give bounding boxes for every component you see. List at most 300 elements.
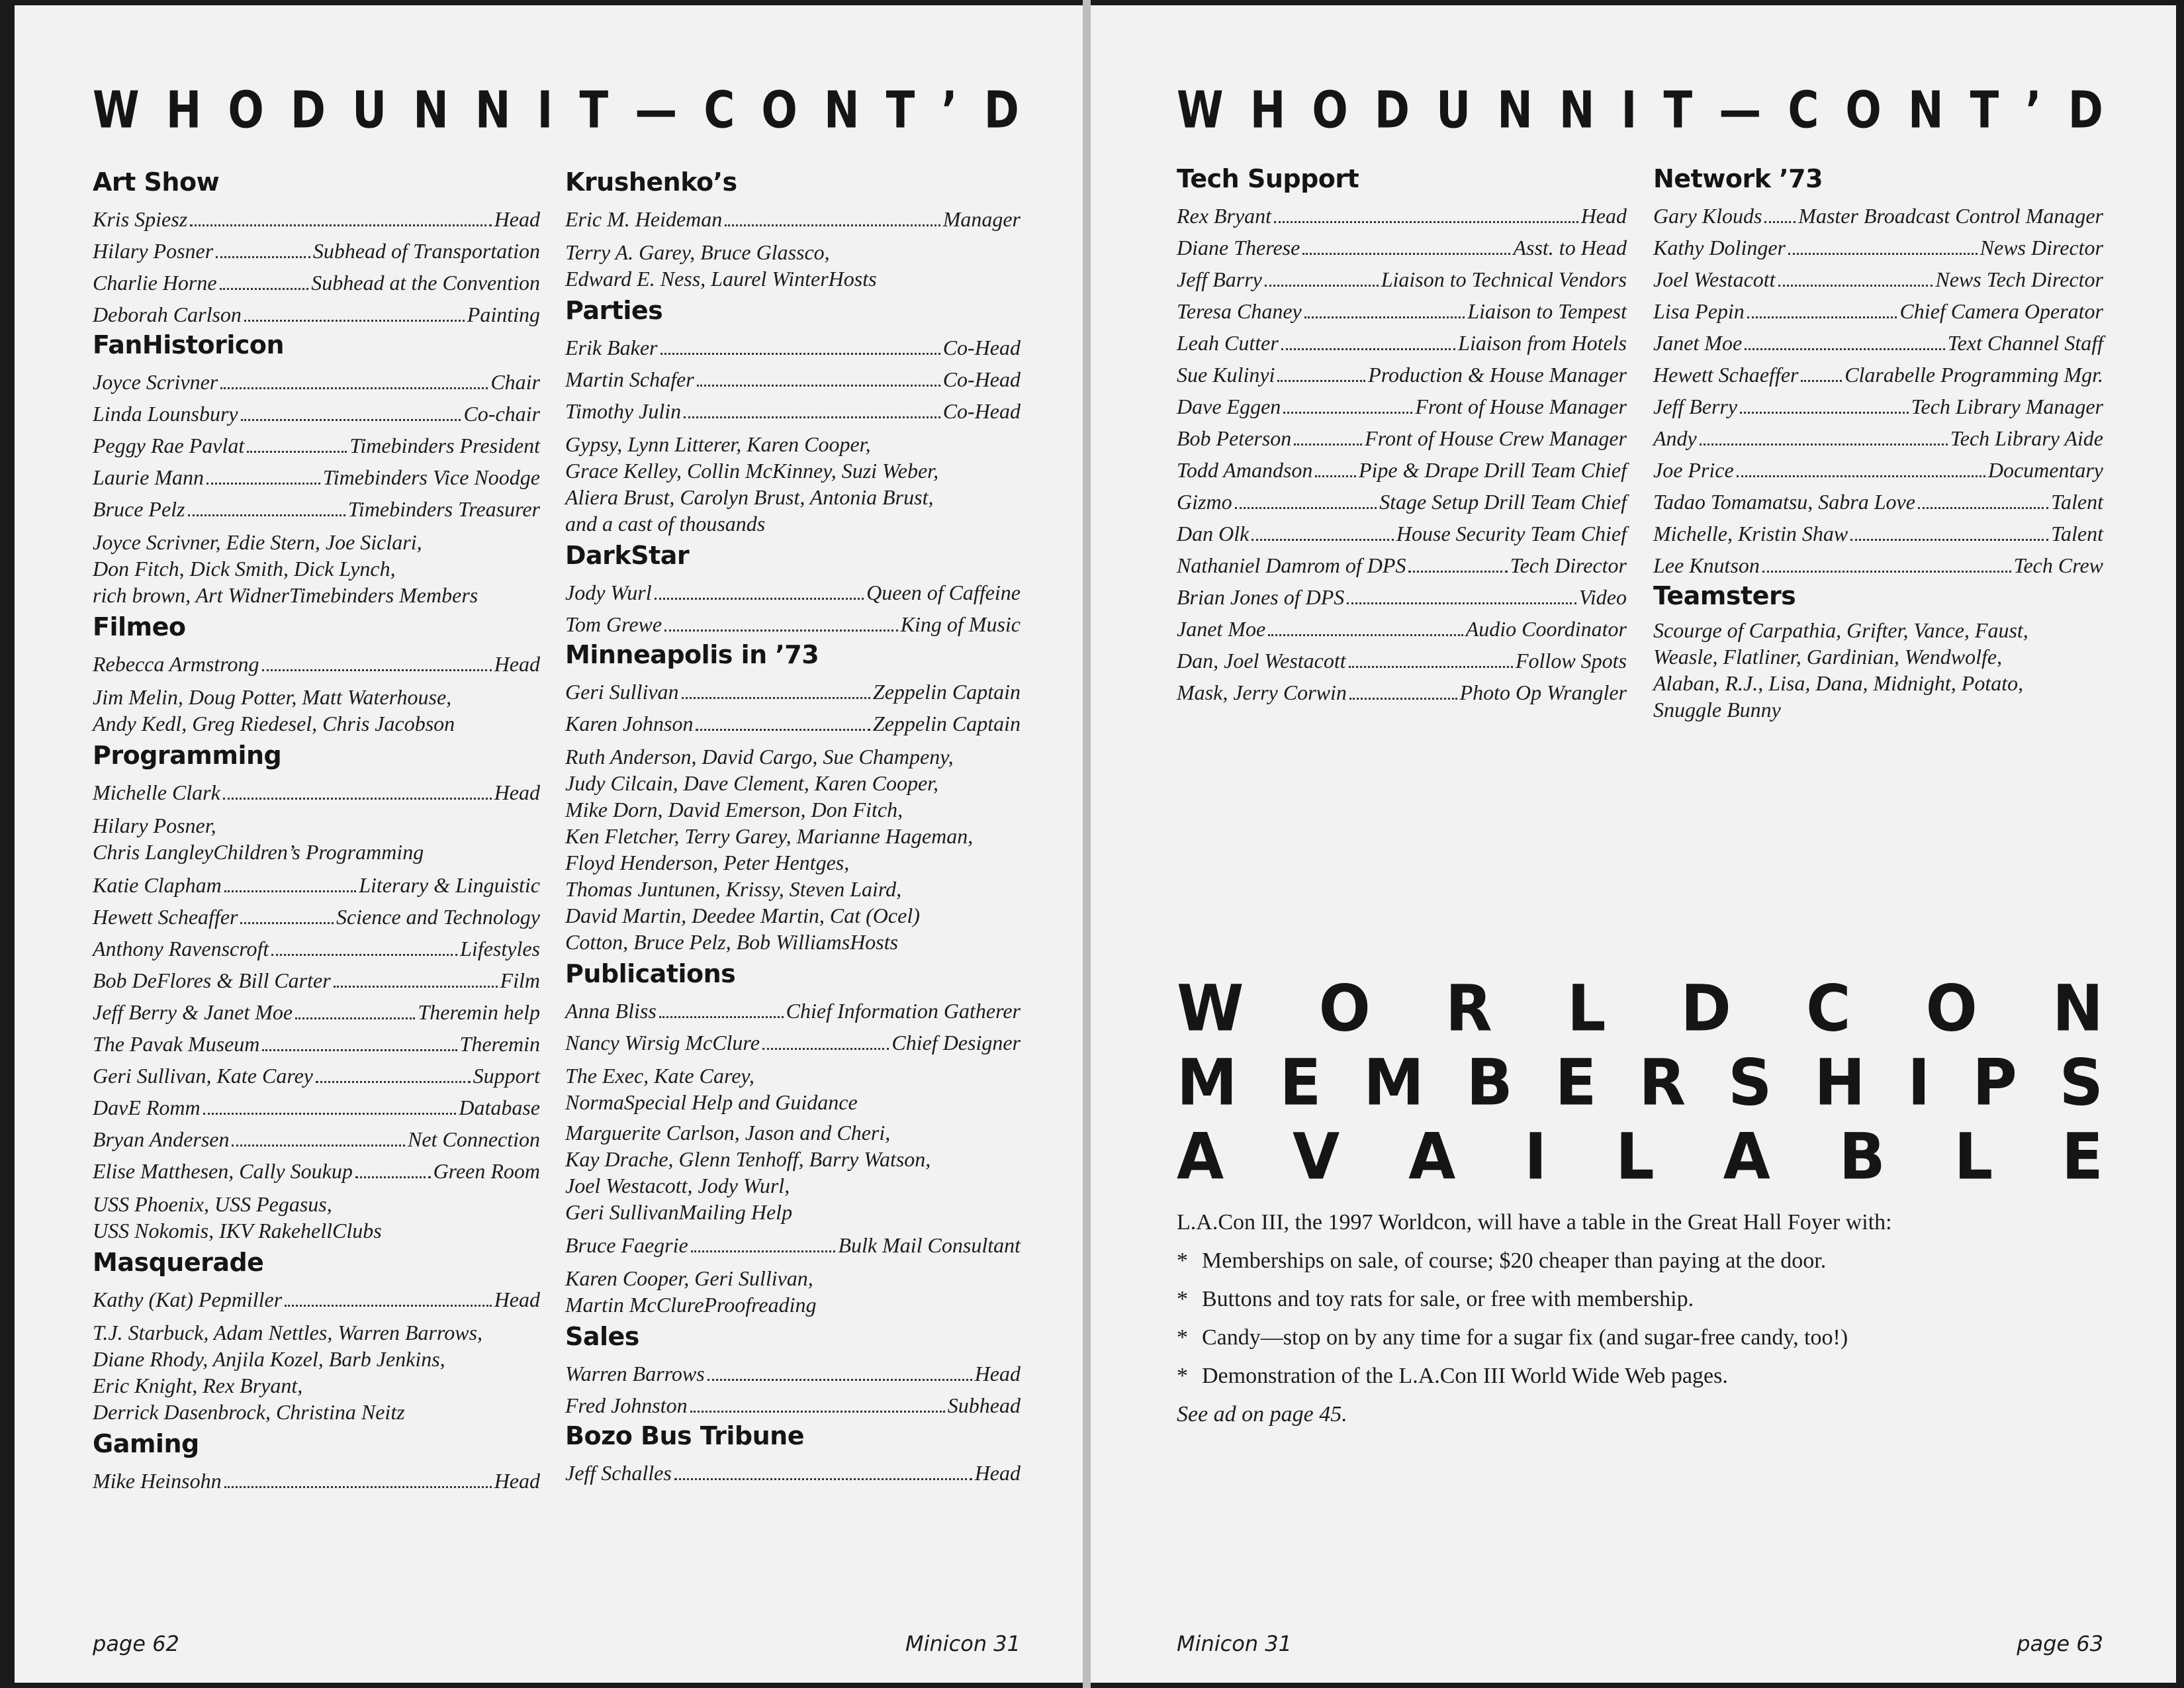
credit-row (565, 608, 1021, 640)
dot-leader (232, 1145, 405, 1147)
dot-leader (1788, 253, 1978, 255)
credit-name: Deborah Carlson (93, 303, 242, 326)
credit-row (1177, 454, 1627, 486)
section-heading: Art Show (93, 167, 220, 197)
credit-name: Gizmo (1177, 490, 1232, 514)
section-heading: Tech Support (1177, 164, 1359, 193)
credit-names-line: and a cast of thousands (565, 512, 766, 536)
dot-leader (707, 1379, 972, 1381)
dot-leader (696, 729, 870, 731)
credit-name: Andy (1653, 426, 1697, 450)
dot-leader (1700, 444, 1948, 445)
bullet-asterisk: * (1177, 1364, 1188, 1388)
dot-leader (684, 416, 940, 418)
credit-row (565, 1199, 1021, 1225)
title-letter: N (1497, 81, 1533, 140)
title-letter: I (537, 81, 553, 140)
credit-name: Lee Knutson (1653, 553, 1760, 577)
credit-role: Head (494, 652, 540, 676)
credit-row (93, 493, 540, 525)
credit-row (1653, 486, 2103, 518)
credit-role: Head (494, 780, 540, 804)
credit-name: Peggy Rae Pavlat (93, 434, 245, 457)
dot-leader (1745, 348, 1945, 350)
credit-names-line: Ken Fletcher, Terry Garey, Marianne Hageman, (565, 824, 974, 848)
credit-row (565, 1389, 1021, 1421)
credit-names-line: Diane Rhody, Anjila Kozel, Barb Jenkins, (93, 1347, 445, 1371)
credit-role: Bulk Mail Consultant (838, 1233, 1021, 1257)
title-letter: T (1663, 81, 1693, 140)
credit-name: Mike Heinsohn (93, 1469, 222, 1493)
dot-leader (271, 954, 457, 956)
title-letter: D (1374, 81, 1410, 140)
credit-role: Co-Head (942, 336, 1021, 359)
credit-role: Audio Coordinator (1465, 617, 1627, 641)
title-letter: D (983, 81, 1019, 140)
title-letter: C (1788, 81, 1819, 140)
dot-leader (1347, 602, 1576, 604)
credit-names-line: Mike Dorn, David Emerson, Don Fitch, (565, 798, 903, 821)
credit-role: Follow Spots (1515, 649, 1627, 673)
credit-role: Subhead (947, 1393, 1021, 1417)
credit-row (1177, 359, 1627, 391)
dot-leader (1251, 539, 1394, 541)
credit-name: Fred Johnston (565, 1393, 688, 1417)
credit-names-line: Judy Cilcain, Dave Clement, Karen Cooper, (565, 771, 939, 795)
credit-name: Joe Price (1653, 458, 1734, 482)
credit-name: Edward E. Ness, Laurel Winter (565, 267, 829, 291)
bullet-text: Demonstration of the L.A.Con III World Wide Web pages. (1202, 1364, 1728, 1388)
headline-letter: O (1925, 971, 1978, 1046)
credit-row (93, 776, 540, 808)
credit-names-line: Grace Kelley, Collin McKinney, Suzi Weber, (565, 459, 939, 483)
page-title (93, 81, 1019, 161)
title-letter: H (165, 81, 202, 140)
page-title (1177, 81, 2103, 161)
credit-row (93, 1217, 540, 1244)
credit-role: Zeppelin Captain (872, 680, 1021, 704)
credit-role: Theremin (459, 1032, 540, 1056)
dot-leader (190, 224, 492, 226)
dot-leader (725, 224, 940, 226)
dot-leader (1277, 380, 1365, 382)
credit-role: Asst. to Head (1513, 236, 1627, 259)
headline-letter: I (1524, 1119, 1547, 1194)
credit-row (93, 839, 540, 865)
credit-row (1653, 327, 2103, 359)
headline-line (1177, 1118, 2103, 1196)
credit-name: Nancy Wirsig McClure (565, 1031, 760, 1055)
credit-names-line: Aliera Brust, Carolyn Brust, Antonia Brust, (565, 485, 934, 509)
credit-name: Jeff Schalles (565, 1461, 672, 1485)
dot-leader (220, 288, 309, 290)
credits-section (565, 959, 1021, 1318)
credit-role: Liaison from Hotels (1458, 331, 1627, 355)
credit-row (93, 461, 540, 493)
credit-role: Painting (467, 303, 540, 326)
dot-leader (334, 986, 498, 988)
left-page (15, 5, 1083, 1683)
credit-name: Bruce Faegrie (565, 1233, 688, 1257)
headline-letter: C (1806, 971, 1851, 1046)
dot-leader (262, 1049, 457, 1051)
credit-role: Tech Library Aide (1950, 426, 2103, 450)
dot-leader (316, 1081, 471, 1083)
credit-name: Bob Peterson (1177, 426, 1292, 450)
credit-role: Timebinders Vice Noodge (322, 465, 540, 489)
dot-leader (240, 922, 333, 924)
credit-role: Documentary (1987, 458, 2103, 482)
credit-name: Chris Langley (93, 840, 214, 864)
dot-leader (1762, 571, 2011, 573)
credit-role: Tech Library Manager (1911, 395, 2103, 418)
credit-name: Rebecca Armstrong (93, 652, 259, 676)
credit-role: Talent (2051, 522, 2103, 545)
credit-name: Lisa Pepin (1653, 299, 1745, 323)
credit-names-line: Andy Kedl, Greg Riedesel, Chris Jacobson (93, 712, 455, 735)
credit-name: Dave Eggen (1177, 395, 1281, 418)
credit-role: Theremin help (418, 1000, 540, 1024)
credit-name: Leah Cutter (1177, 331, 1279, 355)
section-heading: Filmeo (93, 612, 186, 641)
credit-name: Bryan Andersen (93, 1127, 230, 1151)
headline-letter: L (1954, 1119, 1993, 1194)
dot-leader (1283, 412, 1412, 414)
credits-section (93, 1248, 540, 1425)
credit-role: Database (459, 1096, 540, 1119)
credits-section (93, 612, 540, 737)
credit-name: Laurie Mann (93, 465, 204, 489)
dot-leader (220, 387, 488, 389)
credit-row (565, 363, 1021, 395)
title-letter: O (1845, 81, 1882, 140)
credit-row (93, 430, 540, 461)
credits-section (1653, 164, 2103, 581)
headline-letter: P (1972, 1045, 2017, 1120)
credit-role: Pipe & Drape Drill Team Chief (1358, 458, 1627, 482)
dot-leader (1294, 444, 1362, 445)
credit-row (565, 995, 1021, 1027)
credit-row (1177, 295, 1627, 327)
credit-role: Co-Head (942, 367, 1021, 391)
title-letter: W (93, 81, 140, 140)
dot-leader (1740, 412, 1909, 414)
credit-group (565, 1062, 1021, 1115)
headline-letter: B (1466, 1045, 1513, 1120)
credit-row (93, 1092, 540, 1123)
credits-section (1177, 164, 1627, 708)
credit-row (1653, 295, 2103, 327)
credit-role: Tech Crew (2013, 553, 2103, 577)
credit-role: Film (500, 968, 540, 992)
book-gutter (1083, 0, 1091, 1688)
credit-role: Manager (942, 207, 1021, 231)
credit-row (565, 708, 1021, 739)
credit-role: Zeppelin Captain (872, 712, 1021, 735)
bullet-asterisk: * (1177, 1248, 1188, 1273)
page-number: page 62 (93, 1631, 179, 1656)
credit-names-line: Joel Westacott, Jody Wurl, (565, 1174, 790, 1197)
credit-row (93, 648, 540, 680)
credit-role: Chair (490, 370, 540, 394)
dot-leader (690, 1411, 945, 1413)
credit-role: Head (974, 1362, 1021, 1385)
page-number: page 63 (2017, 1631, 2103, 1656)
credit-name: Hilary Posner (93, 239, 214, 263)
credit-names-line: T.J. Starbuck, Adam Nettles, Warren Barrows, (93, 1321, 483, 1344)
headline-line (1177, 1044, 2103, 1122)
credit-role: Proofreading (704, 1293, 817, 1317)
title-letter: O (228, 81, 264, 140)
dot-leader (762, 1048, 889, 1050)
credit-name: Gary Klouds (1653, 204, 1762, 228)
credit-role: Special Help and Guidance (623, 1090, 858, 1114)
headline-letter: A (1177, 1119, 1224, 1194)
headline-letter: E (1555, 1045, 1597, 1120)
credit-row (93, 964, 540, 996)
dot-leader (1764, 221, 1796, 223)
worldcon-bullet-list (1177, 1242, 2103, 1395)
credit-role: Co-chair (463, 402, 540, 426)
dot-leader (1408, 571, 1507, 573)
dot-leader (1747, 316, 1897, 318)
credit-role: Timebinders Treasurer (347, 497, 540, 521)
headline-letter: N (2052, 971, 2103, 1046)
title-letter: W (1177, 81, 1224, 140)
credit-name: Nathaniel Damrom of DPS (1177, 553, 1406, 577)
credit-names-line: The Exec, Kate Carey, (565, 1064, 754, 1088)
credit-row (93, 901, 540, 933)
credit-group (93, 684, 540, 737)
credit-row (565, 929, 1021, 955)
title-letter: N (1559, 81, 1595, 140)
dot-leader (664, 630, 898, 632)
credit-name: Anna Bliss (565, 999, 657, 1023)
title-letter: — (635, 81, 678, 140)
credit-row (565, 203, 1021, 235)
credit-row (1653, 391, 2103, 422)
credit-name: Hewett Scheaffer (93, 905, 238, 929)
credit-row (565, 676, 1021, 708)
credit-role: Head (494, 207, 540, 231)
bullet-asterisk: * (1177, 1325, 1188, 1350)
dot-leader (1281, 348, 1455, 350)
credit-name: Karen Johnson (565, 712, 694, 735)
credit-role: King of Music (900, 612, 1021, 636)
credit-name: Kathy Dolinger (1653, 236, 1786, 259)
credit-row (1177, 391, 1627, 422)
dot-leader (223, 798, 492, 800)
credit-row (1177, 581, 1627, 613)
credit-row (1177, 263, 1627, 295)
credit-name: Jeff Berry (1653, 395, 1738, 418)
credit-name: Geri Sullivan (565, 680, 679, 704)
dot-leader (206, 483, 320, 485)
dot-leader (1268, 634, 1463, 636)
credit-role: Chief Information Gatherer (786, 999, 1021, 1023)
credit-names-line: Joyce Scrivner, Edie Stern, Joe Siclari, (93, 530, 422, 554)
dot-leader (241, 419, 461, 421)
credit-role: Text Channel Staff (1947, 331, 2103, 355)
credit-name: The Pavak Museum (93, 1032, 260, 1056)
section-heading: Parties (565, 296, 663, 325)
credit-names-line: Alaban, R.J., Lisa, Dana, Midnight, Potato, (1653, 671, 2024, 695)
credit-row (93, 1284, 540, 1315)
headline-line (1177, 970, 2103, 1048)
credit-role: Mailing Help (678, 1200, 793, 1224)
credit-name: Michelle, Kristin Shaw (1653, 522, 1848, 545)
credit-names-line: Terry A. Garey, Bruce Glassco, (565, 240, 830, 264)
dot-leader (1801, 380, 1842, 382)
credit-name: Joel Westacott (1653, 267, 1776, 291)
credit-name: Bruce Pelz (93, 497, 185, 521)
credit-role: Front of House Crew Manager (1365, 426, 1627, 450)
credits-section (565, 1421, 1021, 1489)
credit-role: Tech Director (1510, 553, 1627, 577)
credit-name: Elise Matthesen, Cally Soukup (93, 1159, 353, 1183)
section-heading: Krushenko’s (565, 167, 737, 197)
credit-group (93, 1319, 540, 1425)
credit-role: Front of House Manager (1415, 395, 1627, 418)
section-heading: Network ’73 (1653, 164, 1823, 193)
headline-letter: O (1318, 971, 1371, 1046)
credit-group (565, 239, 1021, 292)
dot-leader (1274, 221, 1578, 223)
credit-names-line: Derrick Dasenbrock, Christina Neitz (93, 1400, 405, 1424)
credit-row (565, 1457, 1021, 1489)
headline-letter: V (1293, 1119, 1340, 1194)
credit-row (1177, 232, 1627, 263)
credit-name: Cotton, Bruce Pelz, Bob Williams (565, 930, 850, 954)
headline-letter: B (1839, 1119, 1886, 1194)
dot-leader (1850, 539, 2048, 541)
credit-role: Net Connection (408, 1127, 540, 1151)
headline-letter: M (1177, 1045, 1238, 1120)
worldcon-intro: L.A.Con III, the 1997 Worldcon, will have a table in the Great Hall Foyer with: (1177, 1210, 1892, 1235)
credit-name: Janet Moe (1177, 617, 1266, 641)
dot-leader (285, 1305, 492, 1307)
headline-letter: W (1177, 971, 1244, 1046)
credit-names-line: USS Phoenix, USS Pegasus, (93, 1192, 332, 1216)
title-letter: O (1312, 81, 1348, 140)
credit-group (565, 743, 1021, 955)
right-column-2 (1653, 164, 2103, 727)
credit-name: Diane Therese (1177, 236, 1300, 259)
dot-leader (1265, 285, 1379, 287)
title-letter: D (290, 81, 326, 140)
title-letter: N (823, 81, 860, 140)
section-heading: Sales (565, 1322, 639, 1351)
credit-row (1177, 327, 1627, 359)
credits-section (93, 1429, 540, 1497)
credit-row (1177, 200, 1627, 232)
credit-role: Talent (2051, 490, 2103, 514)
title-letter: I (1621, 81, 1637, 140)
credit-name: Tadao Tomamatsu, Sabra Love (1653, 490, 1915, 514)
headline-letter: A (1408, 1119, 1456, 1194)
credit-group (1653, 617, 2103, 723)
dot-leader (355, 1176, 431, 1178)
credit-row (1653, 422, 2103, 454)
credit-name: Eric M. Heideman (565, 207, 723, 231)
credit-names-line: Floyd Henderson, Peter Hentges, (565, 851, 850, 874)
credit-row (1653, 359, 2103, 391)
credit-names-line: Scourge of Carpathia, Grifter, Vance, Faust, (1653, 618, 2028, 642)
credit-row (93, 869, 540, 901)
credit-role: Clubs (332, 1219, 382, 1243)
credit-role: Chief Camera Operator (1899, 299, 2103, 323)
credit-name: Hewett Schaeffer (1653, 363, 1799, 387)
credit-group (93, 1191, 540, 1244)
credit-role: Production & House Manager (1368, 363, 1627, 387)
credit-group (93, 529, 540, 608)
credit-row (1653, 263, 2103, 295)
left-column-2 (565, 167, 1021, 1489)
credit-role: Subhead at the Convention (311, 271, 540, 295)
credit-name: Jeff Barry (1177, 267, 1262, 291)
credit-name: Bob DeFlores & Bill Carter (93, 968, 331, 992)
credit-name: Charlie Horne (93, 271, 217, 295)
headline-letter: A (1723, 1119, 1770, 1194)
left-column-1 (93, 167, 540, 1497)
credit-role: Liaison to Tempest (1467, 299, 1627, 323)
see-ad-note: See ad on page 45. (1177, 1402, 1347, 1427)
credit-row (93, 203, 540, 235)
credit-row (565, 332, 1021, 363)
right-column-1 (1177, 164, 1627, 708)
headline-letter: D (1680, 971, 1731, 1046)
credit-row (93, 398, 540, 430)
credit-role: Subhead of Transportation (312, 239, 540, 263)
bullet-item (1177, 1319, 2103, 1357)
dot-leader (224, 1486, 492, 1488)
credit-name: Teresa Chaney (1177, 299, 1302, 323)
credit-row (565, 1089, 1021, 1115)
title-letter: ’ (941, 81, 958, 140)
credit-role: Co-Head (942, 399, 1021, 423)
credit-role: Support (473, 1064, 540, 1088)
credit-row (565, 1229, 1021, 1261)
credits-section (565, 296, 1021, 537)
credit-names-line: Jim Melin, Doug Potter, Matt Waterhouse, (93, 685, 452, 709)
dot-leader (682, 697, 870, 699)
worldcon-announcement (1177, 1203, 2103, 1434)
credit-name: Warren Barrows (565, 1362, 705, 1385)
section-heading: FanHistoricon (93, 330, 285, 359)
credit-row (565, 1358, 1021, 1389)
credit-name: Kathy (Kat) Pepmiller (93, 1288, 283, 1311)
credit-role: Literary & Linguistic (359, 873, 540, 897)
credit-row (93, 366, 540, 398)
credit-row (565, 1291, 1021, 1318)
credit-names-line: Don Fitch, Dick Smith, Dick Lynch, (93, 557, 396, 581)
credit-group (565, 1119, 1021, 1225)
credit-name: Kris Spiesz (93, 207, 188, 231)
credit-role: Clarabelle Programming Mgr. (1844, 363, 2103, 387)
credits-section (565, 1322, 1021, 1421)
credit-row (565, 577, 1021, 608)
title-letter: T (886, 81, 915, 140)
credit-row (93, 1060, 540, 1092)
credit-name: Rex Bryant (1177, 204, 1272, 228)
credit-group (565, 1265, 1021, 1318)
credits-section (1653, 581, 2103, 723)
credit-names-line: Kay Drache, Glenn Tenhoff, Barry Watson, (565, 1147, 931, 1171)
dot-leader (660, 353, 940, 355)
section-heading: Gaming (93, 1429, 199, 1458)
credit-row (1653, 232, 2103, 263)
credit-names-line: Gypsy, Lynn Litterer, Karen Cooper, (565, 432, 871, 456)
